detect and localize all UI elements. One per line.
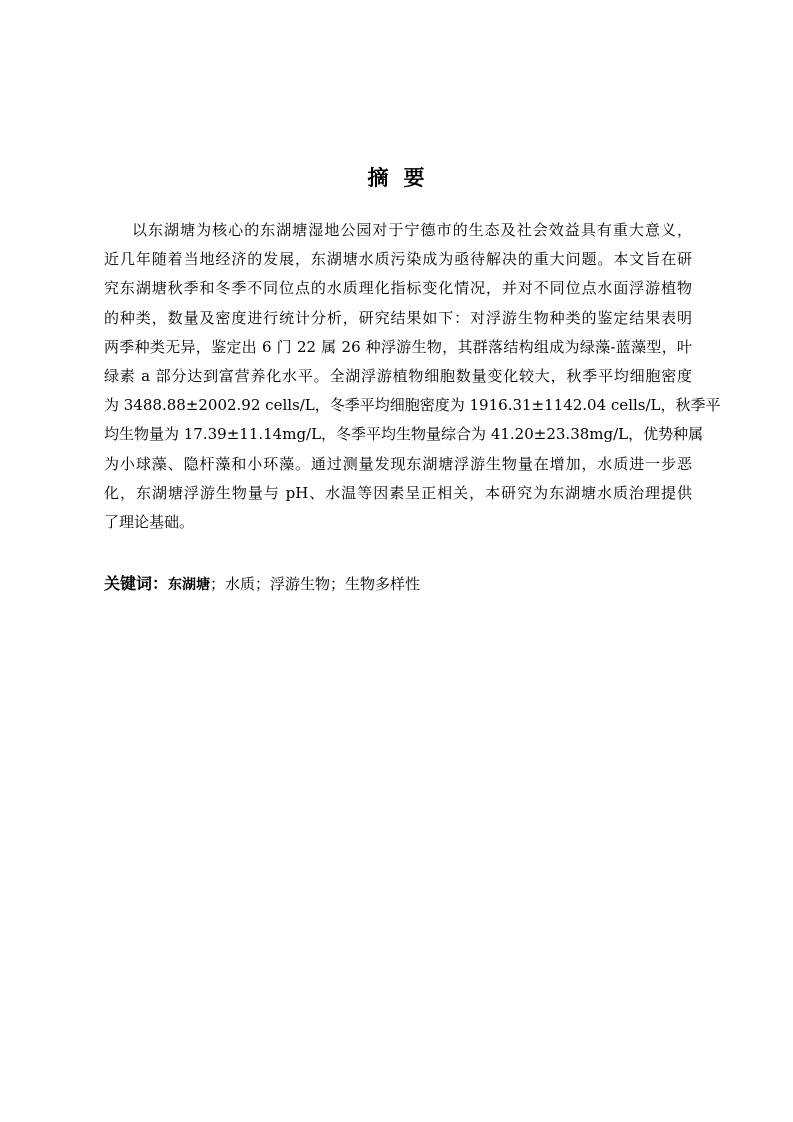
- keywords-label: 关键词：: [104, 574, 169, 593]
- page-title: [0, 163, 793, 193]
- abstract-line: 近几年随着当地经济的发展，东湖塘水质污染成为亟待解决的重大问题。本文旨在研: [104, 250, 692, 269]
- abstract-body: [104, 216, 721, 537]
- abstract-line: 为小球藻、隐杆藻和小环藻。通过测量发现东湖塘浮游生物量在增加，水质进一步恶: [104, 454, 692, 473]
- abstract-line: 的种类，数量及密度进行统计分析，研究结果如下：对浮游生物种类的鉴定结果表明: [104, 308, 692, 327]
- abstract-line: 了理论基础。: [104, 512, 195, 531]
- abstract-line: 为 3488.88±2002.92 cells/L，冬季平均细胞密度为 1916.31±1142.04 cells/L，秋季平: [104, 396, 721, 415]
- keywords: [104, 570, 692, 599]
- abstract-line: 两季种类无异，鉴定出 6 门 22 属 26 种浮游生物，其群落结构组成为绿藻-蓝藻型，叶: [104, 337, 692, 356]
- abstract-line: 以东湖塘为核心的东湖塘湿地公园对于宁德市的生态及社会效益具有重大意义，: [132, 221, 692, 239]
- title-char-1: 摘: [367, 166, 390, 190]
- abstract-line: 究东湖塘秋季和冬季不同位点的水质理化指标变化情况，并对不同位点水面浮游植物: [104, 279, 692, 298]
- abstract-line: 均生物量为 17.39±11.14mg/L，冬季平均生物量综合为 41.20±23.38mg/L，优势种属: [104, 425, 704, 444]
- keywords-rest: ；水质；浮游生物；生物多样性: [210, 575, 421, 593]
- abstract-line: 绿素 a 部分达到富营养化水平。全湖浮游植物细胞数量变化较大，秋季平均细胞密度: [104, 366, 692, 385]
- keyword-first: 东湖塘: [168, 577, 211, 593]
- abstract-line: 化，东湖塘浮游生物量与 pH、水温等因素呈正相关，本研究为东湖塘水质治理提供: [104, 483, 692, 502]
- title-char-2: 要: [403, 166, 426, 190]
